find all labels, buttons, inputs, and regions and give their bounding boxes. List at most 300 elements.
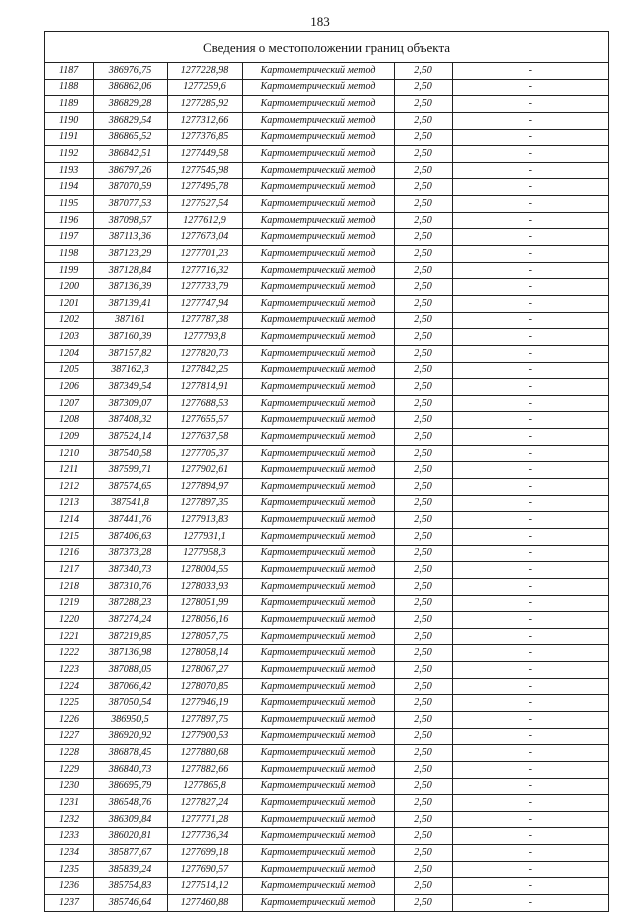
accuracy-cell: 2,50 (394, 96, 452, 113)
point-number-cell: 1230 (45, 778, 93, 795)
x-coordinate-cell: 387160,39 (93, 329, 167, 346)
point-number-cell: 1214 (45, 512, 93, 529)
description-cell: - (452, 578, 608, 595)
point-number-cell: 1236 (45, 878, 93, 895)
point-number-cell: 1217 (45, 562, 93, 579)
x-coordinate-cell: 386950,5 (93, 711, 167, 728)
method-cell: Картометрический метод (242, 362, 394, 379)
table-row (45, 312, 608, 329)
x-coordinate-cell: 387157,82 (93, 345, 167, 362)
point-number-cell: 1222 (45, 645, 93, 662)
description-cell: - (452, 678, 608, 695)
table-row (45, 362, 608, 379)
table-row (45, 861, 608, 878)
x-coordinate-cell: 386020,81 (93, 828, 167, 845)
method-cell: Картометрический метод (242, 828, 394, 845)
accuracy-cell: 2,50 (394, 728, 452, 745)
accuracy-cell: 2,50 (394, 312, 452, 329)
method-cell: Картометрический метод (242, 545, 394, 562)
table-row (45, 129, 608, 146)
point-number-cell: 1219 (45, 595, 93, 612)
point-number-cell: 1190 (45, 112, 93, 129)
table-row (45, 778, 608, 795)
y-coordinate-cell: 1277376,85 (167, 129, 242, 146)
y-coordinate-cell: 1277842,25 (167, 362, 242, 379)
x-coordinate-cell: 387441,76 (93, 512, 167, 529)
point-number-cell: 1212 (45, 479, 93, 496)
description-cell: - (452, 695, 608, 712)
table-row (45, 395, 608, 412)
table-row (45, 345, 608, 362)
y-coordinate-cell: 1277449,58 (167, 146, 242, 163)
table-row (45, 229, 608, 246)
x-coordinate-cell: 387541,8 (93, 495, 167, 512)
x-coordinate-cell: 387274,24 (93, 612, 167, 629)
x-coordinate-cell: 387349,54 (93, 379, 167, 396)
method-cell: Картометрический метод (242, 562, 394, 579)
point-number-cell: 1215 (45, 528, 93, 545)
x-coordinate-cell: 386920,92 (93, 728, 167, 745)
y-coordinate-cell: 1277793,8 (167, 329, 242, 346)
description-cell: - (452, 295, 608, 312)
accuracy-cell: 2,50 (394, 462, 452, 479)
method-cell: Картометрический метод (242, 295, 394, 312)
table-row (45, 695, 608, 712)
accuracy-cell: 2,50 (394, 811, 452, 828)
description-cell: - (452, 795, 608, 812)
y-coordinate-cell: 1277894,97 (167, 479, 242, 496)
point-number-cell: 1187 (45, 63, 93, 79)
table-row (45, 429, 608, 446)
description-cell: - (452, 861, 608, 878)
y-coordinate-cell: 1277897,75 (167, 711, 242, 728)
y-coordinate-cell: 1277705,37 (167, 445, 242, 462)
method-cell: Картометрический метод (242, 79, 394, 96)
x-coordinate-cell: 387288,23 (93, 595, 167, 612)
table-row (45, 578, 608, 595)
x-coordinate-cell: 386865,52 (93, 129, 167, 146)
table-row (45, 329, 608, 346)
method-cell: Картометрический метод (242, 695, 394, 712)
description-cell: - (452, 246, 608, 263)
y-coordinate-cell: 1277880,68 (167, 745, 242, 762)
method-cell: Картометрический метод (242, 628, 394, 645)
point-number-cell: 1216 (45, 545, 93, 562)
y-coordinate-cell: 1277228,98 (167, 63, 242, 79)
point-number-cell: 1209 (45, 429, 93, 446)
accuracy-cell: 2,50 (394, 711, 452, 728)
description-cell: - (452, 362, 608, 379)
description-cell: - (452, 112, 608, 129)
point-number-cell: 1197 (45, 229, 93, 246)
boundary-table (44, 31, 609, 912)
x-coordinate-cell: 387070,59 (93, 179, 167, 196)
method-cell: Картометрический метод (242, 112, 394, 129)
x-coordinate-cell: 385839,24 (93, 861, 167, 878)
description-cell: - (452, 429, 608, 446)
x-coordinate-cell: 386695,79 (93, 778, 167, 795)
table-row (45, 728, 608, 745)
y-coordinate-cell: 1277637,58 (167, 429, 242, 446)
accuracy-cell: 2,50 (394, 362, 452, 379)
description-cell: - (452, 728, 608, 745)
method-cell: Картометрический метод (242, 728, 394, 745)
x-coordinate-cell: 387113,36 (93, 229, 167, 246)
method-cell: Картометрический метод (242, 612, 394, 629)
accuracy-cell: 2,50 (394, 562, 452, 579)
y-coordinate-cell: 1277514,12 (167, 878, 242, 895)
point-number-cell: 1229 (45, 761, 93, 778)
accuracy-cell: 2,50 (394, 695, 452, 712)
y-coordinate-cell: 1277814,91 (167, 379, 242, 396)
description-cell: - (452, 63, 608, 79)
point-number-cell: 1218 (45, 578, 93, 595)
description-cell: - (452, 129, 608, 146)
accuracy-cell: 2,50 (394, 146, 452, 163)
accuracy-cell: 2,50 (394, 412, 452, 429)
x-coordinate-cell: 385754,83 (93, 878, 167, 895)
description-cell: - (452, 212, 608, 229)
point-number-cell: 1191 (45, 129, 93, 146)
y-coordinate-cell: 1277701,23 (167, 246, 242, 263)
x-coordinate-cell: 387123,29 (93, 246, 167, 263)
y-coordinate-cell: 1277545,98 (167, 162, 242, 179)
table-row (45, 262, 608, 279)
method-cell: Картометрический метод (242, 345, 394, 362)
x-coordinate-cell: 387340,73 (93, 562, 167, 579)
accuracy-cell: 2,50 (394, 479, 452, 496)
method-cell: Картометрический метод (242, 246, 394, 263)
method-cell: Картометрический метод (242, 578, 394, 595)
point-number-cell: 1207 (45, 395, 93, 412)
accuracy-cell: 2,50 (394, 845, 452, 862)
y-coordinate-cell: 1278067,27 (167, 662, 242, 679)
table-row (45, 545, 608, 562)
description-cell: - (452, 79, 608, 96)
method-cell: Картометрический метод (242, 895, 394, 911)
accuracy-cell: 2,50 (394, 162, 452, 179)
description-cell: - (452, 595, 608, 612)
accuracy-cell: 2,50 (394, 645, 452, 662)
method-cell: Картометрический метод (242, 412, 394, 429)
y-coordinate-cell: 1277699,18 (167, 845, 242, 862)
x-coordinate-cell: 387406,63 (93, 528, 167, 545)
x-coordinate-cell: 387136,39 (93, 279, 167, 296)
x-coordinate-cell: 387574,65 (93, 479, 167, 496)
x-coordinate-cell: 387540,58 (93, 445, 167, 462)
y-coordinate-cell: 1277946,19 (167, 695, 242, 712)
description-cell: - (452, 279, 608, 296)
table-row (45, 811, 608, 828)
point-number-cell: 1201 (45, 295, 93, 312)
description-cell: - (452, 412, 608, 429)
point-number-cell: 1228 (45, 745, 93, 762)
point-number-cell: 1200 (45, 279, 93, 296)
accuracy-cell: 2,50 (394, 545, 452, 562)
method-cell: Картометрический метод (242, 395, 394, 412)
method-cell: Картометрический метод (242, 179, 394, 196)
accuracy-cell: 2,50 (394, 246, 452, 263)
point-number-cell: 1189 (45, 96, 93, 113)
y-coordinate-cell: 1277897,35 (167, 495, 242, 512)
description-cell: - (528, 896, 532, 908)
point-number-cell: 1226 (45, 711, 93, 728)
description-cell: - (452, 196, 608, 213)
point-number-cell: 1237 (45, 895, 93, 911)
description-cell: - (452, 479, 608, 496)
description-cell: - (452, 379, 608, 396)
method-cell: Картометрический метод (242, 96, 394, 113)
method-cell: Картометрический метод (242, 229, 394, 246)
accuracy-cell: 2,50 (394, 878, 452, 895)
table-row (45, 479, 608, 496)
method-cell: Картометрический метод (242, 778, 394, 795)
y-coordinate-cell: 1277285,92 (167, 96, 242, 113)
method-cell: Картометрический метод (242, 645, 394, 662)
y-coordinate-cell: 1278004,55 (167, 562, 242, 579)
description-cell: - (452, 612, 608, 629)
y-coordinate-cell: 1277900,53 (167, 728, 242, 745)
description-cell: - (452, 711, 608, 728)
description-cell: - (452, 645, 608, 662)
table-row (45, 612, 608, 629)
method-cell: Картометрический метод (242, 861, 394, 878)
table-row (45, 495, 608, 512)
method-cell: Картометрический метод (242, 745, 394, 762)
table-row (45, 295, 608, 312)
y-coordinate-cell: 1277460,88 (167, 895, 242, 911)
x-coordinate-cell: 386797,26 (93, 162, 167, 179)
point-number-cell: 1192 (45, 146, 93, 163)
description-cell: - (452, 628, 608, 645)
x-coordinate-cell: 386862,06 (93, 79, 167, 96)
y-coordinate-cell: 1278058,14 (167, 645, 242, 662)
accuracy-cell: 2,50 (394, 678, 452, 695)
accuracy-cell: 2,50 (394, 79, 452, 96)
y-coordinate-cell: 1277690,57 (167, 861, 242, 878)
y-coordinate-cell: 1277820,73 (167, 345, 242, 362)
x-coordinate-cell: 387219,85 (93, 628, 167, 645)
table-row (45, 795, 608, 812)
y-coordinate-cell: 1277655,57 (167, 412, 242, 429)
table-row (45, 379, 608, 396)
method-cell: Картометрический метод (242, 196, 394, 213)
x-coordinate-cell: 387310,76 (93, 578, 167, 595)
x-coordinate-cell: 387098,57 (93, 212, 167, 229)
x-coordinate-cell: 385746,64 (93, 895, 167, 911)
table-title: Сведения о местоположении границ объекта (45, 32, 608, 63)
x-coordinate-cell: 387050,54 (93, 695, 167, 712)
accuracy-cell: 2,50 (394, 129, 452, 146)
accuracy-cell: 2,50 (394, 345, 452, 362)
x-coordinate-cell: 385877,67 (93, 845, 167, 862)
x-coordinate-cell: 386829,54 (93, 112, 167, 129)
method-cell: Картометрический метод (242, 329, 394, 346)
description-cell: - (452, 828, 608, 845)
method-cell: Картометрический метод (242, 512, 394, 529)
accuracy-cell: 2,50 (394, 828, 452, 845)
method-cell: Картометрический метод (242, 445, 394, 462)
method-cell: Картометрический метод (242, 528, 394, 545)
y-coordinate-cell: 1277527,54 (167, 196, 242, 213)
description-cell: - (452, 329, 608, 346)
x-coordinate-cell: 387599,71 (93, 462, 167, 479)
x-coordinate-cell: 387077,53 (93, 196, 167, 213)
accuracy-cell: 2,50 (394, 196, 452, 213)
point-number-cell: 1210 (45, 445, 93, 462)
x-coordinate-cell: 386842,51 (93, 146, 167, 163)
table-row (45, 445, 608, 462)
accuracy-cell: 2,50 (394, 262, 452, 279)
description-cell: - (452, 778, 608, 795)
accuracy-cell: 2,50 (394, 379, 452, 396)
accuracy-cell: 2,50 (394, 662, 452, 679)
x-coordinate-cell: 386976,75 (93, 63, 167, 79)
method-cell: Картометрический метод (242, 479, 394, 496)
table-row (45, 146, 608, 163)
description-cell: - (452, 845, 608, 862)
table-row (45, 246, 608, 263)
table-row (45, 462, 608, 479)
x-coordinate-cell: 387066,42 (93, 678, 167, 695)
y-coordinate-cell: 1277747,94 (167, 295, 242, 312)
y-coordinate-cell: 1277913,83 (167, 512, 242, 529)
y-coordinate-cell: 1277673,04 (167, 229, 242, 246)
table-row (45, 528, 608, 545)
point-number-cell: 1221 (45, 628, 93, 645)
method-cell: Картометрический метод (242, 63, 394, 79)
accuracy-cell: 2,50 (394, 295, 452, 312)
table-row (45, 279, 608, 296)
x-coordinate-cell: 387373,28 (93, 545, 167, 562)
method-cell: Картометрический метод (242, 312, 394, 329)
x-coordinate-cell: 387524,14 (93, 429, 167, 446)
x-coordinate-cell: 387309,07 (93, 395, 167, 412)
accuracy-cell: 2,50 (394, 212, 452, 229)
point-number-cell: 1194 (45, 179, 93, 196)
x-coordinate-cell: 387162,3 (93, 362, 167, 379)
method-cell: Картометрический метод (242, 662, 394, 679)
description-cell: - (452, 162, 608, 179)
y-coordinate-cell: 1277688,53 (167, 395, 242, 412)
table-row (45, 562, 608, 579)
description-cell: - (452, 878, 608, 895)
accuracy-cell: 2,50 (394, 395, 452, 412)
description-cell: - (452, 745, 608, 762)
y-coordinate-cell: 1278051,99 (167, 595, 242, 612)
point-number-cell: 1235 (45, 861, 93, 878)
y-coordinate-cell: 1277865,8 (167, 778, 242, 795)
table-row (45, 711, 608, 728)
y-coordinate-cell: 1277495,78 (167, 179, 242, 196)
method-cell: Картометрический метод (242, 495, 394, 512)
page-number: 183 (310, 14, 330, 29)
accuracy-cell: 2,50 (394, 495, 452, 512)
y-coordinate-cell: 1277312,66 (167, 112, 242, 129)
point-number-cell: 1206 (45, 379, 93, 396)
method-cell: Картометрический метод (242, 811, 394, 828)
point-number-cell: 1196 (45, 212, 93, 229)
description-cell: - (452, 345, 608, 362)
table-row (45, 662, 608, 679)
table-row (45, 412, 608, 429)
point-number-cell: 1204 (45, 345, 93, 362)
accuracy-cell: 2,50 (394, 795, 452, 812)
accuracy-cell: 2,50 (394, 761, 452, 778)
description-cell: - (452, 495, 608, 512)
method-cell: Картометрический метод (242, 379, 394, 396)
table-row (45, 595, 608, 612)
description-cell: - (452, 395, 608, 412)
method-cell: Картометрический метод (242, 878, 394, 895)
point-number-cell: 1199 (45, 262, 93, 279)
accuracy-cell: 2,50 (394, 179, 452, 196)
method-cell: Картометрический метод (242, 795, 394, 812)
method-cell: Картометрический метод (242, 678, 394, 695)
x-coordinate-cell: 387139,41 (93, 295, 167, 312)
method-cell: Картометрический метод (242, 429, 394, 446)
accuracy-cell: 2,50 (394, 745, 452, 762)
y-coordinate-cell: 1277771,28 (167, 811, 242, 828)
point-number-cell: 1231 (45, 795, 93, 812)
x-coordinate-cell: 387128,84 (93, 262, 167, 279)
accuracy-cell: 2,50 (394, 512, 452, 529)
x-coordinate-cell: 386840,73 (93, 761, 167, 778)
table-row (45, 79, 608, 96)
y-coordinate-cell: 1278070,85 (167, 678, 242, 695)
accuracy-cell: 2,50 (394, 63, 452, 79)
table-row (45, 678, 608, 695)
method-cell: Картометрический метод (242, 212, 394, 229)
accuracy-cell: 2,50 (394, 628, 452, 645)
accuracy-cell: 2,50 (394, 279, 452, 296)
accuracy-cell: 2,50 (394, 112, 452, 129)
y-coordinate-cell: 1277827,24 (167, 795, 242, 812)
table-row (45, 196, 608, 213)
y-coordinate-cell: 1277736,34 (167, 828, 242, 845)
point-number-cell: 1233 (45, 828, 93, 845)
x-coordinate-cell: 387088,05 (93, 662, 167, 679)
x-coordinate-cell: 387408,32 (93, 412, 167, 429)
point-number-cell: 1223 (45, 662, 93, 679)
method-cell: Картометрический метод (242, 462, 394, 479)
y-coordinate-cell: 1278033,93 (167, 578, 242, 595)
table-row (45, 179, 608, 196)
description-cell: - (452, 761, 608, 778)
method-cell: Картометрический метод (242, 845, 394, 862)
description-cell: - (452, 512, 608, 529)
y-coordinate-cell: 1277931,1 (167, 528, 242, 545)
x-coordinate-cell: 387136,98 (93, 645, 167, 662)
accuracy-cell: 2,50 (394, 895, 452, 911)
y-coordinate-cell: 1278056,16 (167, 612, 242, 629)
table-body (45, 63, 608, 911)
table-row (45, 162, 608, 179)
y-coordinate-cell: 1277958,3 (167, 545, 242, 562)
point-number-cell: 1208 (45, 412, 93, 429)
table-row (45, 512, 608, 529)
point-number-cell: 1205 (45, 362, 93, 379)
accuracy-cell: 2,50 (394, 612, 452, 629)
x-coordinate-cell: 387161 (93, 312, 167, 329)
accuracy-cell: 2,50 (394, 329, 452, 346)
point-number-cell: 1220 (45, 612, 93, 629)
table-row (45, 895, 608, 911)
accuracy-cell: 2,50 (394, 861, 452, 878)
y-coordinate-cell: 1277259,6 (167, 79, 242, 96)
x-coordinate-cell: 386309,84 (93, 811, 167, 828)
description-cell: - (452, 562, 608, 579)
